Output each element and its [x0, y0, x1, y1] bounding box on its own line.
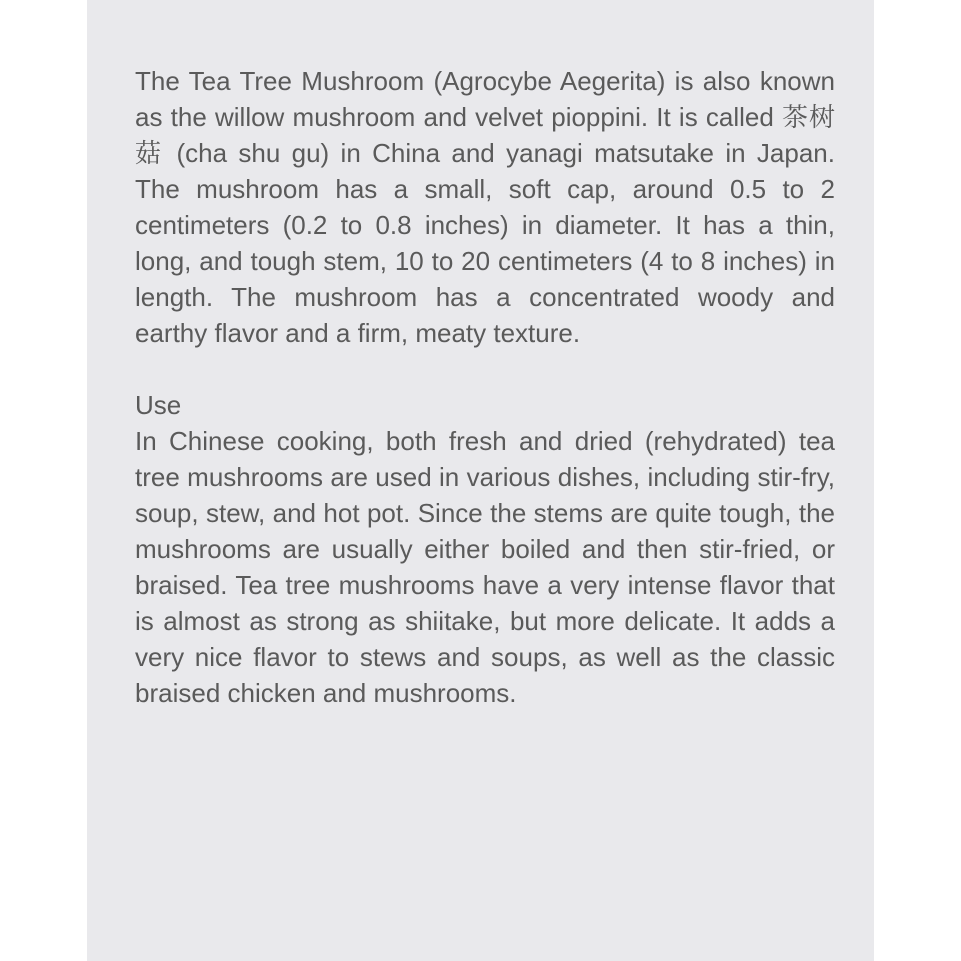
- paragraph-spacer: [135, 351, 835, 387]
- content-panel: [87, 0, 874, 961]
- description-paragraph: The Tea Tree Mushroom (Agrocybe Aegerita) is also known as the willow mushroom and velvet pioppini. It is called 茶树菇 (cha shu gu) in China and yanagi matsutake in Japan. The mushroom has a small, soft cap, around 0.5 to 2 centimeters (0.2 to 0.8 inches) in diameter. It has a thin, long, and tough stem, 10 to 20 centimeters (4 to 8 inches) in length. The mushroom has a concentrated woody and earthy flavor and a firm, meaty texture.: [135, 66, 835, 348]
- use-paragraph: In Chinese cooking, both fresh and dried (rehydrated) tea tree mushrooms are used in various dishes, including stir-fry, soup, stew, and hot pot. Since the stems are quite tough, the mushrooms are usually either boiled and then stir-fried, or braised. Tea tree mushrooms have a very intense flavor that is almost as strong as shiitake, but more delicate. It adds a very nice flavor to stews and soups, as well as the classic braised chicken and mushrooms.: [135, 426, 835, 708]
- use-heading: Use: [135, 390, 182, 420]
- article-body: [135, 63, 835, 711]
